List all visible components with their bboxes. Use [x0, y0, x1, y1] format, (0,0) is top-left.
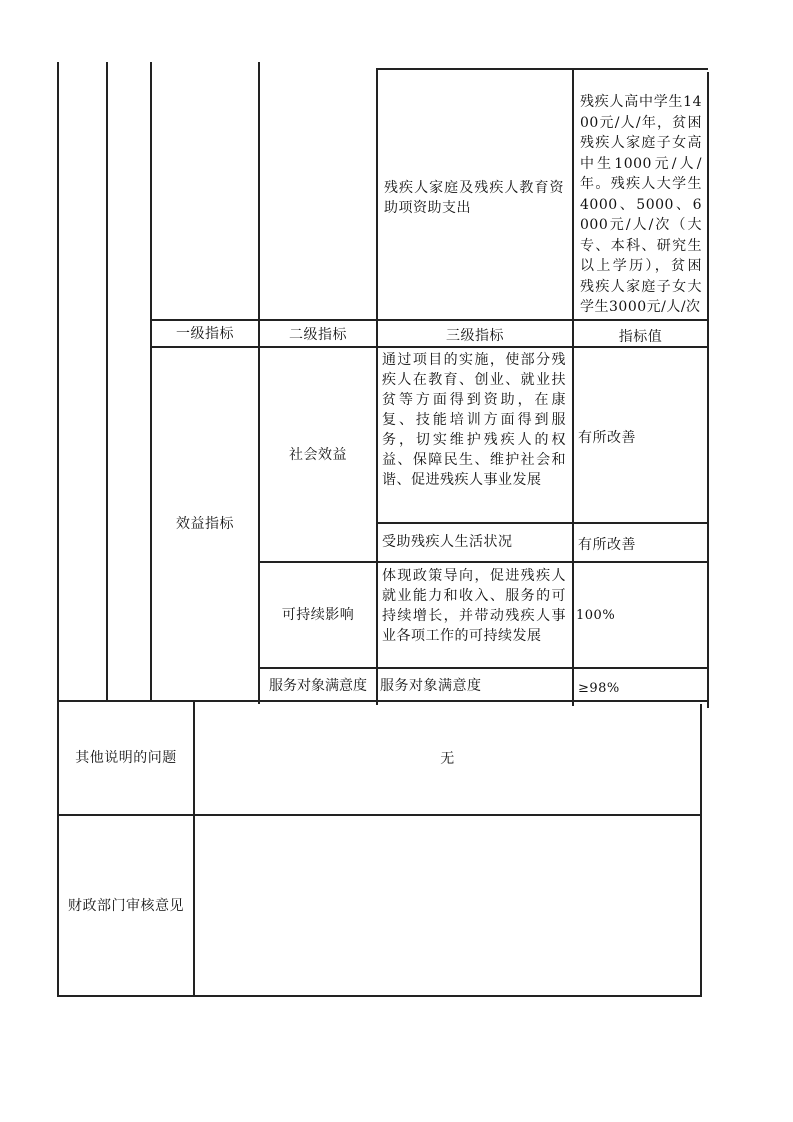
other-label: 其他说明的问题: [75, 750, 177, 766]
border-col-value: [572, 70, 574, 706]
border-col-level3: [376, 68, 378, 705]
finance-label: 财政部门审核意见: [68, 897, 184, 914]
header-level2: 二级指标: [289, 326, 347, 343]
border-right-lower: [700, 704, 702, 997]
satisfaction-desc: 服务对象满意度: [380, 678, 482, 694]
social-desc-2: 受助残疾人生活状况: [382, 534, 513, 550]
level2-social: 社会效益: [289, 446, 347, 463]
top-item-value: 残疾人高中学生1400元/人/年，贫困残疾人家庭子女高中生1000元/人/年。残疾人大学生4000、5000、6000元/人/次（大专、本科、研究生以上学历），贫困残疾人家庭子女大学生3000元/人/次: [580, 94, 702, 315]
satisfaction-value: ≥98%: [578, 681, 620, 696]
level2-sustain: 可持续影响: [281, 607, 355, 623]
level1-benefit: 效益指标: [176, 516, 234, 532]
border-right-upper: [707, 72, 709, 708]
rule-table-bottom: [57, 995, 702, 997]
rule-top: [376, 68, 708, 70]
sustain-desc: 体现政策导向，促进残疾人就业能力和收入、服务的可持续增长，并带动残疾人事业各项工作的可持续发展: [382, 568, 566, 644]
social-value-2: 有所改善: [578, 537, 636, 553]
header-level3: 三级指标: [446, 327, 504, 344]
rule-social-mid: [376, 522, 708, 524]
other-value: 无: [440, 751, 455, 767]
header-level1: 一级指标: [176, 325, 234, 342]
header-value: 指标值: [618, 328, 663, 345]
border-inner-1: [106, 62, 108, 700]
level2-satisfaction: 服务对象满意度: [269, 677, 367, 694]
top-item-name: 残疾人家庭及残疾人教育资助项资助支出: [384, 180, 564, 216]
sustain-value: 100%: [576, 608, 616, 623]
social-value-1: 有所改善: [578, 430, 636, 446]
social-desc-1: 通过项目的实施，使部分残疾人在教育、创业、就业扶贫等方面得到资助，在康复、技能培训方面得到服务，切实维护残疾人的权益、保障民生、维护社会和谐、促进残疾人事业发展: [382, 352, 566, 488]
